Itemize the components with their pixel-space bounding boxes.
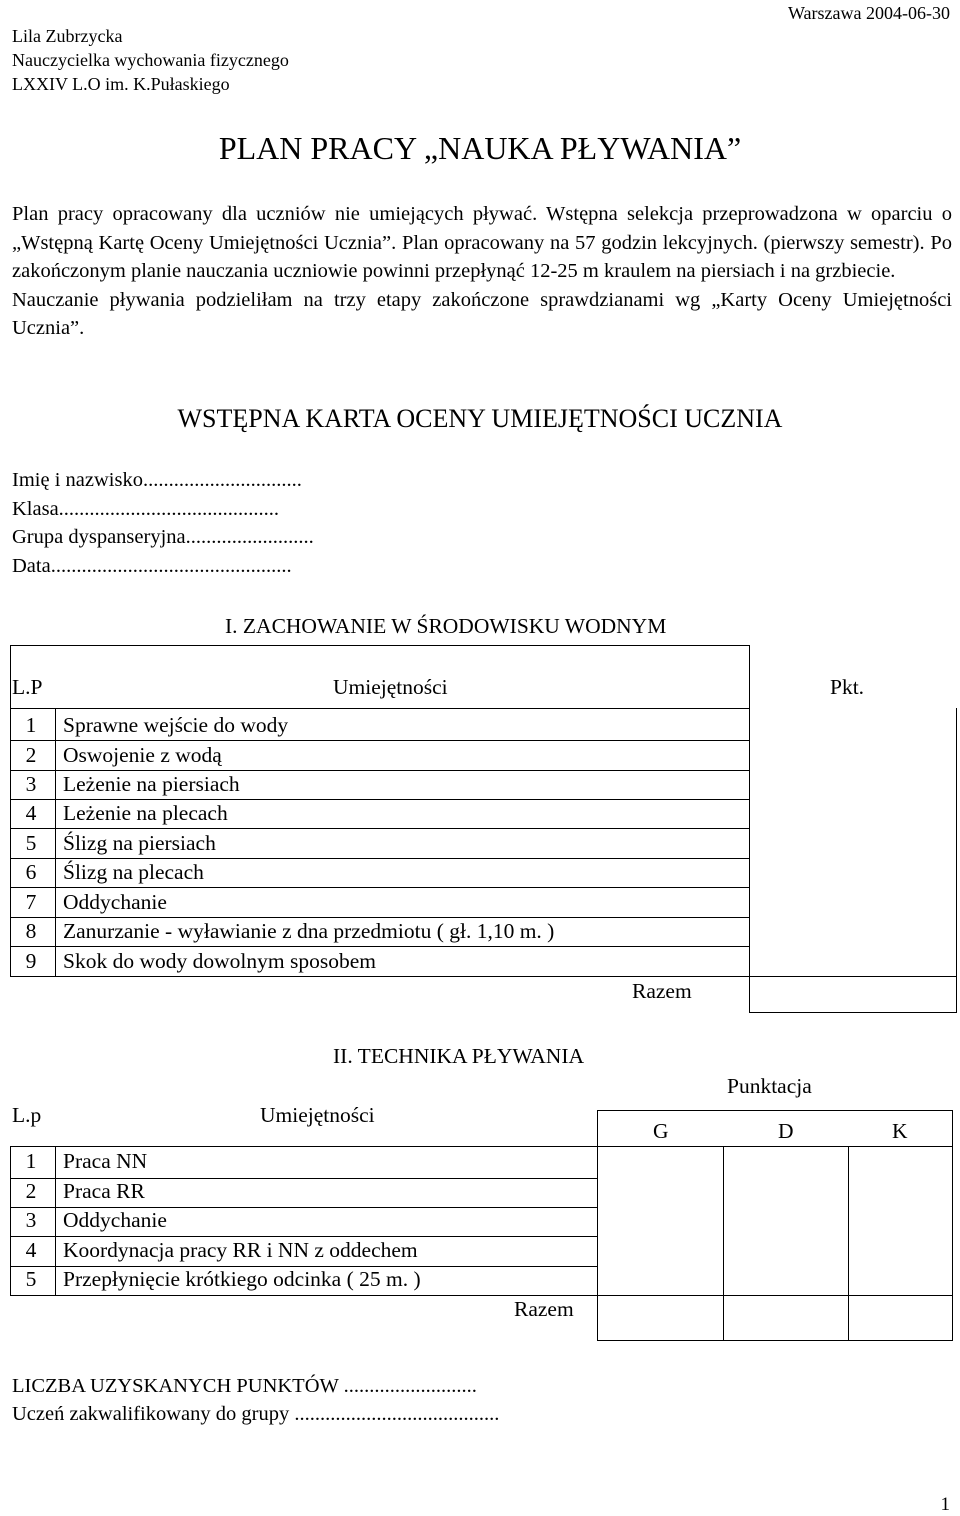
field-group: Grupa dyspanseryjna......................... xyxy=(12,526,314,548)
score-col-k: K xyxy=(892,1119,908,1143)
row-skill: Skok do wody dowolnym sposobem xyxy=(63,949,376,973)
table-line xyxy=(749,645,750,1013)
col-skill: Umiejętności xyxy=(260,1103,375,1127)
table-line xyxy=(952,1110,953,1341)
row-number: 4 xyxy=(25,1238,37,1262)
section-1-heading: I. ZACHOWANIE W ŚRODOWISKU WODNYM xyxy=(225,614,667,638)
author-block xyxy=(12,24,289,96)
table-line xyxy=(10,976,956,977)
table-line xyxy=(10,708,749,709)
card-title: WSTĘPNA KARTA OCENY UMIEJĘTNOŚCI UCZNIA xyxy=(177,404,783,433)
table-line xyxy=(10,1146,11,1296)
section-2-heading: II. TECHNIKA PŁYWANIA xyxy=(333,1044,585,1068)
table-line xyxy=(10,740,749,741)
row-skill: Leżenie na plecach xyxy=(63,801,228,825)
table-line xyxy=(723,1146,724,1341)
student-fields xyxy=(12,466,314,580)
row-number: 1 xyxy=(25,713,37,737)
row-number: 4 xyxy=(25,801,37,825)
row-skill: Leżenie na piersiach xyxy=(63,772,240,796)
row-skill: Praca NN xyxy=(63,1149,148,1173)
row-number: 5 xyxy=(25,1267,37,1291)
table-line xyxy=(55,708,56,977)
table-line xyxy=(10,799,749,800)
table-line xyxy=(10,1146,953,1147)
table-line xyxy=(10,828,749,829)
table-line xyxy=(10,645,11,977)
row-skill: Oddychanie xyxy=(63,1208,167,1232)
table-line xyxy=(10,1236,597,1237)
table-line xyxy=(10,887,749,888)
table-line xyxy=(956,708,957,1013)
row-number: 9 xyxy=(25,949,37,973)
author-role: Nauczycielka wychowania fizycznego xyxy=(12,50,289,70)
row-skill: Oddychanie xyxy=(63,890,167,914)
table-line xyxy=(10,770,749,771)
row-number: 2 xyxy=(25,1179,37,1203)
row-skill: Przepłynięcie krótkiego odcinka ( 25 m. ) xyxy=(63,1267,421,1291)
row-skill: Praca RR xyxy=(63,1179,145,1203)
row-number: 7 xyxy=(25,890,37,914)
table-line xyxy=(597,1110,953,1111)
field-date: Data............................................... xyxy=(12,554,292,577)
row-skill: Sprawne wejście do wody xyxy=(63,713,289,737)
page-title: PLAN PRACY „NAUKA PŁYWANIA” xyxy=(218,130,742,166)
intro-text xyxy=(12,200,952,343)
group-field: Uczeń zakwalifikowany do grupy ........................................ xyxy=(12,1403,500,1425)
place-date: Warszawa 2004-06-30 xyxy=(788,3,950,23)
table-line xyxy=(749,1012,956,1013)
table-line xyxy=(848,1146,849,1341)
total-label: Razem xyxy=(632,979,692,1003)
col-score: Punktacja xyxy=(727,1074,812,1098)
table-line xyxy=(55,1146,56,1296)
table-line xyxy=(10,917,749,918)
intro-paragraph-2: Nauczanie pływania podzieliłam na trzy etapy zakończone sprawdzianami wg „Karty Oceny Umiejętności Ucznia”. xyxy=(12,288,952,339)
row-number: 1 xyxy=(25,1149,37,1173)
col-lp: L.p xyxy=(12,1103,42,1127)
intro-paragraph-1: Plan pracy opracowany dla uczniów nie umiejących pływać. Wstępna selekcja przeprowadzona w oparciu o „Wstępną Kartę Oceny Umiejętności Ucznia”. Plan opracowany na 57 godzin lekcyjnych. (pierwszy semestr). Po zakończonym planie nauczania uczniowie powinni przepłynąć 12-25 m kraulem na piersiach i na grzbiecie. xyxy=(12,203,952,282)
table-line xyxy=(10,858,749,859)
points-field: LICZBA UZYSKANYCH PUNKTÓW .......................... xyxy=(12,1375,477,1397)
field-class: Klasa........................................... xyxy=(12,497,280,520)
author-name: Lila Zubrzycka xyxy=(12,26,123,46)
table-line xyxy=(597,1340,953,1341)
row-skill: Oswojenie z wodą xyxy=(63,743,222,767)
row-number: 8 xyxy=(25,919,37,943)
row-number: 6 xyxy=(25,860,37,884)
table-line xyxy=(10,946,749,947)
summary-block xyxy=(12,1372,499,1428)
row-skill: Ślizg na piersiach xyxy=(63,831,216,855)
row-skill: Ślizg na plecach xyxy=(63,860,204,884)
col-pkt: Pkt. xyxy=(830,675,865,699)
score-col-d: D xyxy=(778,1119,794,1143)
row-number: 3 xyxy=(25,772,37,796)
col-lp: L.P xyxy=(12,675,43,699)
row-number: 3 xyxy=(25,1208,37,1232)
total-label: Razem xyxy=(514,1297,574,1321)
row-skill: Koordynacja pracy RR i NN z oddechem xyxy=(63,1238,418,1262)
table-line xyxy=(10,1295,953,1296)
row-number: 5 xyxy=(25,831,37,855)
col-skill: Umiejętności xyxy=(333,675,448,699)
field-name: Imię i nazwisko............................... xyxy=(12,469,302,491)
table-line xyxy=(10,645,749,646)
score-col-g: G xyxy=(653,1119,669,1143)
table-line xyxy=(597,1110,598,1341)
row-number: 2 xyxy=(25,743,37,767)
page-number: 1 xyxy=(940,1494,950,1515)
row-skill: Zanurzanie - wyławianie z dna przedmiotu ( gł. 1,10 m. ) xyxy=(63,919,555,943)
author-school: LXXIV L.O im. K.Pułaskiego xyxy=(12,74,230,94)
